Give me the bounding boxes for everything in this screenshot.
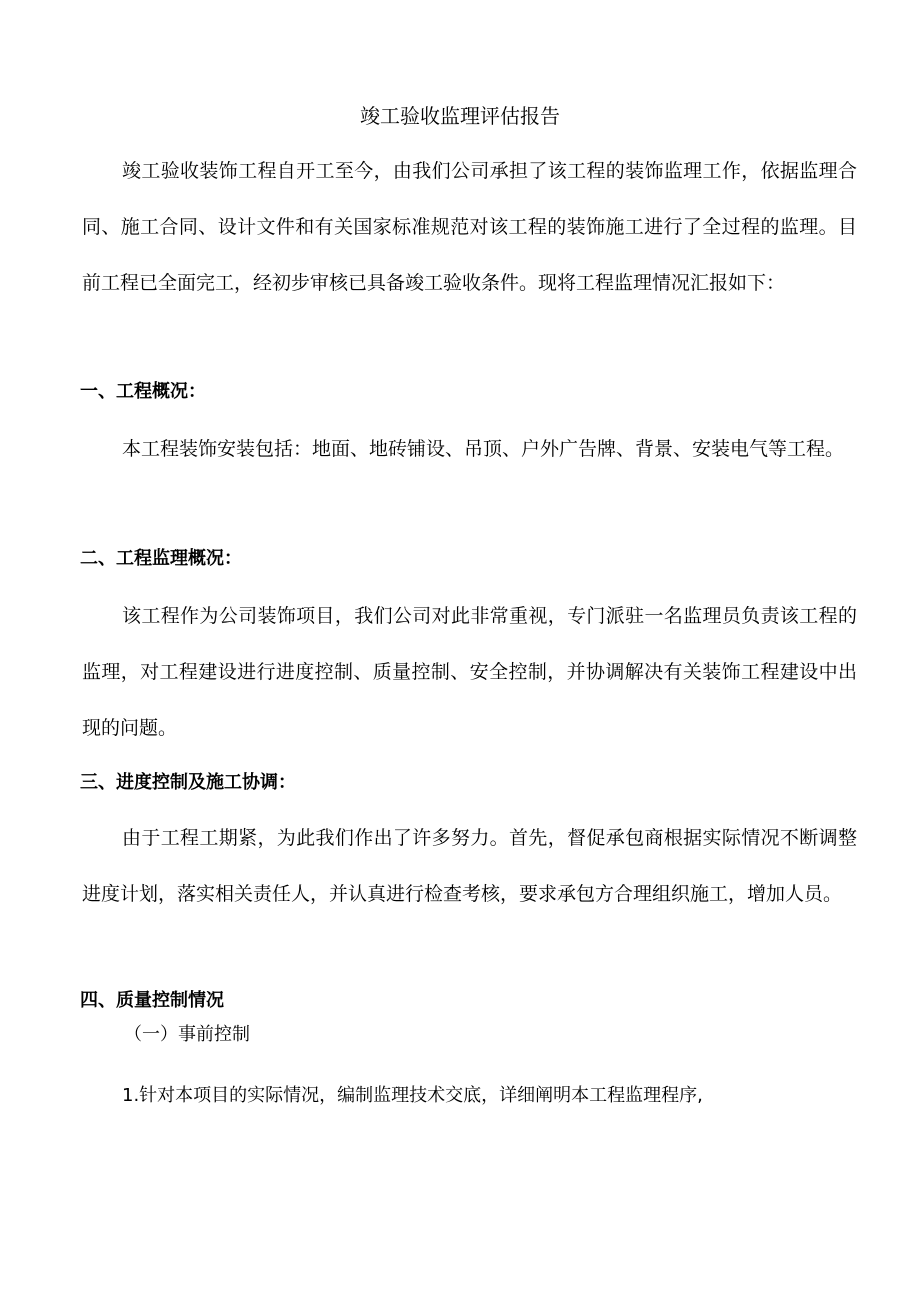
list-item: 1.针对本项目的实际情况，编制监理技术交底，详细阐明本工程监理程序, (122, 1085, 703, 1106)
document-title: 竣工验收监理评估报告 (360, 104, 560, 128)
subsection-heading-pre-control: （一）事前控制 (124, 1024, 250, 1045)
section-heading-quality: 四、质量控制情况 (80, 990, 224, 1011)
section-heading-overview: 一、工程概况： (80, 381, 206, 402)
section-heading-supervision: 二、工程监理概况： (80, 548, 242, 569)
section-body-schedule: 由于工程工期紧，为此我们作出了许多努力。首先，督促承包商根据实际情况不断调整进度计划，落实相关责任人，并认真进行检查考核，要求承包方合理组织施工，增加人员。 (82, 827, 857, 905)
section-body-supervision: 该工程作为公司装饰项目，我们公司对此非常重视，专门派驻一名监理员负责该工程的监理，对工程建设进行进度控制、质量控制、安全控制，并协调解决有关装饰工程建设中出现的问题。 (82, 605, 857, 739)
section-heading-schedule: 三、进度控制及施工协调： (80, 772, 296, 793)
section-body-overview: 本工程装饰安装包括：地面、地砖铺设、吊顶、户外广告牌、背景、安装电气等工程。 (122, 438, 845, 460)
intro-paragraph: 竣工验收装饰工程自开工至今，由我们公司承担了该工程的装饰监理工作，依据监理合同、施工合同、设计文件和有关国家标准规范对该工程的装饰施工进行了全过程的监理。目前工程已全面完工，经初步审核已具备竣工验收条件。现将工程监理情况汇报如下： (82, 160, 857, 294)
